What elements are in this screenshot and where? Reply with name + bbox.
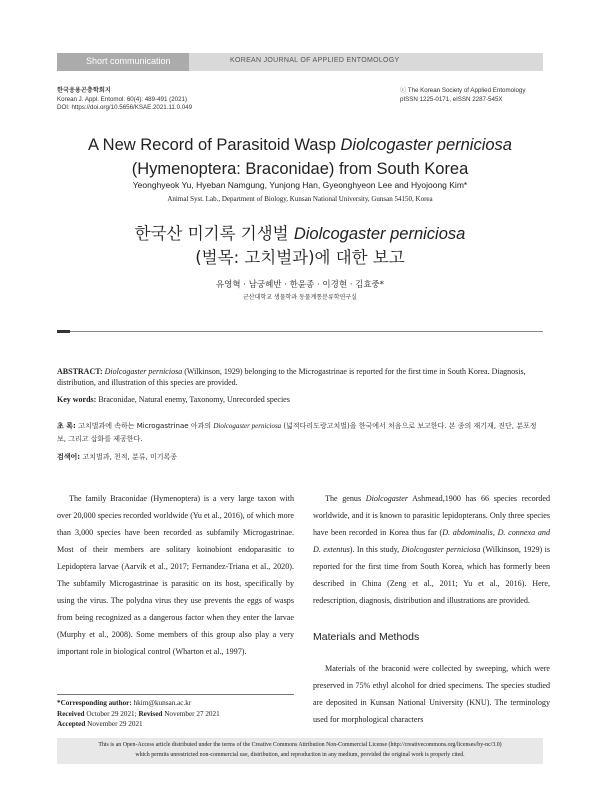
article-title-kr: 한국산 미기록 기생벌 Diolcogaster perniciosa (벌목: 고치벌과)에 대한 보고 bbox=[134, 224, 466, 267]
section-divider bbox=[57, 331, 543, 332]
license-line-1: This is an Open-Access article distributed under the terms of the Creative Commons Attribution Non-Commercial License (http://creativecommons.org/licenses/by-nc/3.0) bbox=[98, 742, 502, 748]
species-name: Diolcogaster perniciosa bbox=[340, 136, 512, 154]
authors-en: Yeonghyeok Yu, Hyeban Namgung, Yunjong Han, Gyeonghyeon Lee and Hyojoong Kim* bbox=[132, 180, 468, 190]
issn-numbers: pISSN 1225-0171, eISSN 2287-545X bbox=[400, 95, 503, 103]
journal-name: KOREAN JOURNAL OF APPLIED ENTOMOLOGY bbox=[230, 57, 400, 64]
journal-abbreviation: Korean J. Appl. Entomol. 60(4): 489-491 (2021) bbox=[57, 95, 188, 103]
corresponding-email[interactable]: hkim@kunsan.ac.kr bbox=[133, 699, 192, 707]
body-right-column-2 bbox=[313, 660, 550, 728]
keywords-kr: 검색어: 고치벌과, 천적, 분류, 미기록종 bbox=[57, 453, 178, 461]
corresponding-author: *Corresponding author: hkim@kunsan.ac.kr bbox=[57, 699, 192, 707]
accepted-date: Accepted November 29 2021 bbox=[57, 720, 143, 728]
license-line-2: which permits unrestricted non-commercial use, distribution, and reproduction in any medium, provided the original work is properly cited. bbox=[135, 752, 465, 758]
doi-link[interactable]: DOI: https://doi.org/10.5656/KSAE.2021.11.0.049 bbox=[57, 104, 193, 111]
section-heading: Materials and Methods bbox=[313, 631, 420, 643]
body-paragraph: The family Braconidae (Hymenoptera) is a very large taxon with over 20,000 species recorded worldwide (Yu et al., 2016), of which more than 3,000 species have been recorded as subfamily Microgastrinae. Most of their members are solitary koinobiont endoparasitic to Lepidoptera larvae (Aarvik et al., 2017; Fernandez-Triana et al., 2020). The subfamily Microgastrinae is parasitic on its host, specifically by using the virus. The polydna virus they use prevents the eggs of wasps from being recognized as a dangerous factor when they enter the larvae (Murphy et al., 2008). Some members of this group also play a very important role in biological control (Wharton et al., 1997). bbox=[57, 494, 294, 656]
keywords-en: Key words: Braconidae, Natural enemy, Taxonomy, Unrecorded species bbox=[57, 395, 290, 404]
abstract-en: ABSTRACT: Diolcogaster perniciosa (Wilkinson, 1929) belonging to the Microgastrinae is reported for the first time in South Korea. Diagnosis, distribution, and illustration of this species are provided. bbox=[57, 367, 526, 387]
body-paragraph: Materials of the braconid were collected by sweeping, which were preserved in 75% ethyl alcohol for dried specimens. The species studied are deposited in Kunsan National University (KNU). The terminology used for morphological characters bbox=[313, 664, 550, 724]
affiliation-kr: 군산대학교 생물학과 동물계통분류학연구실 bbox=[243, 294, 357, 301]
affiliation-en: Animal Syst. Lab., Department of Biology, Kunsan National University, Gunsan 54150, Korea bbox=[167, 195, 433, 203]
received-dates: Received October 29 2021; Revised November 27 2021 bbox=[57, 709, 220, 718]
body-left-column bbox=[57, 490, 294, 660]
divider-accent bbox=[57, 330, 70, 333]
body-right-column bbox=[313, 490, 550, 609]
article-title-en: A New Record of Parasitoid Wasp Diolcogaster perniciosa (Hymenoptera: Braconidae) from South Korea bbox=[87, 136, 512, 178]
footnote bbox=[57, 698, 297, 730]
body-paragraph: The genus Diolcogaster Ashmead,1900 has 66 species recorded worldwide, and it is known to parasitic lepidopterans. Only three species have been recorded in Korea thus far (D. abdominalis, D. connexa and D. extentus). In this study, Diolcogaster perniciosa (Wilkinson, 1929) is reported for the first time from South Korea, which has formerly been described in China (Zeng et al., 2011; Yu et al., 2016). Here, redescription, diagnosis, distribution and illustrations are provided. bbox=[313, 494, 551, 605]
society-block bbox=[400, 87, 525, 104]
license-box bbox=[57, 738, 543, 764]
article-type-tab bbox=[57, 53, 189, 71]
journal-kr-name: 한국응용곤충학회지 bbox=[57, 87, 111, 94]
article-type-label: Short communication bbox=[86, 56, 171, 66]
species-name-kr-title: Diolcogaster perniciosa bbox=[293, 225, 466, 243]
footnote-rule bbox=[57, 694, 294, 695]
authors-kr: 유영혁 · 남궁혜반 · 한윤종 · 이경현 · 김효중* bbox=[215, 280, 385, 290]
citation-block bbox=[57, 87, 192, 113]
copyright-notice: ⓒ The Korean Society of Applied Entomology bbox=[400, 87, 526, 94]
abstract-kr: 초 록: 고치벌과에 속하는 Microgastrinae 아과의 Diolcogaster perniciosa (넓적다리도랑고치벌)을 한국에서 처음으로 보고한다. 본 종의 재기재, 진단, 분포정보, 그리고 삽화를 제공한다. bbox=[57, 422, 537, 443]
